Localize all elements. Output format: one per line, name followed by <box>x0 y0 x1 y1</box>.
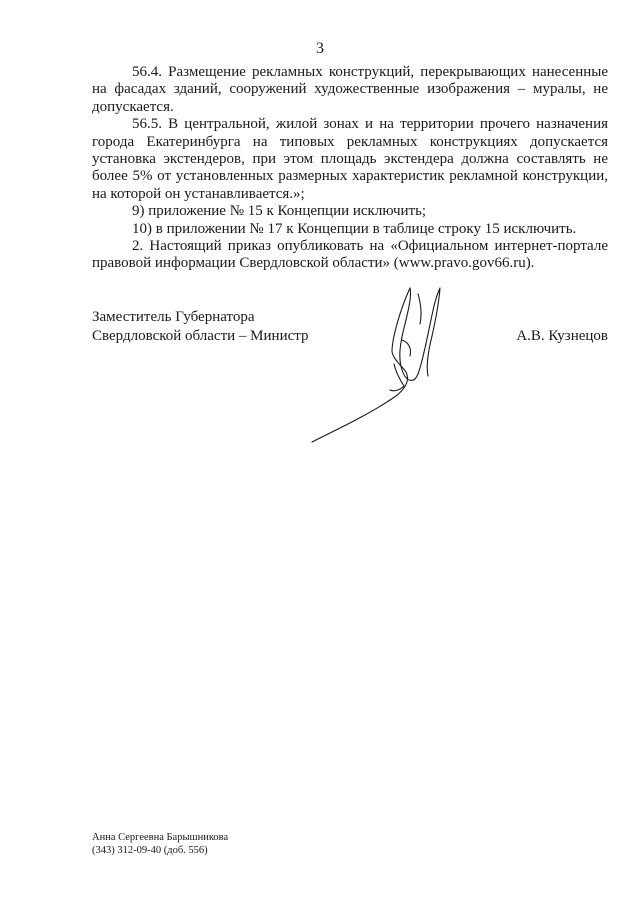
signatory-position-line2: Свердловской области – Министр <box>92 328 309 344</box>
paragraph-56-5: 56.5. В центральной, жилой зонах и на территории прочего назначения города Екатеринбурга на типовых рекламных конструкциях допускается установка экстендеров, при этом площадь экстендера должна составлять не более 5% от установленных размерных характеристик рекламной конструкции, на которой он устанавливается.»; <box>92 116 608 202</box>
paragraph-publication: 2. Настоящий приказ опубликовать на «Официальном интернет-портале правовой информации Свердловской области» (www.pravo.gov66.ru). <box>92 238 608 272</box>
signatory-name: А.В. Кузнецов <box>516 328 608 344</box>
signatory-position <box>92 308 309 346</box>
contact-info <box>92 832 228 857</box>
contact-phone: (343) 312-09-40 (доб. 556) <box>92 844 208 856</box>
contact-name: Анна Сергеевна Барышникова <box>92 832 229 843</box>
paragraph-item-9: 9) приложение № 15 к Концепции исключить; <box>132 203 427 220</box>
paragraph-item-10: 10) в приложении № 17 к Концепции в таблице строку 15 исключить. <box>132 220 577 237</box>
page-number: 3 <box>316 40 324 57</box>
paragraph-56-4: 56.4. Размещение рекламных конструкций, перекрывающих нанесенные на фасадах зданий, сооружений художественные изображения – муралы, не допускается. <box>92 64 608 115</box>
signatory-position-line1: Заместитель Губернатора <box>92 309 255 325</box>
document-body <box>92 64 608 273</box>
handwritten-signature <box>300 280 460 450</box>
